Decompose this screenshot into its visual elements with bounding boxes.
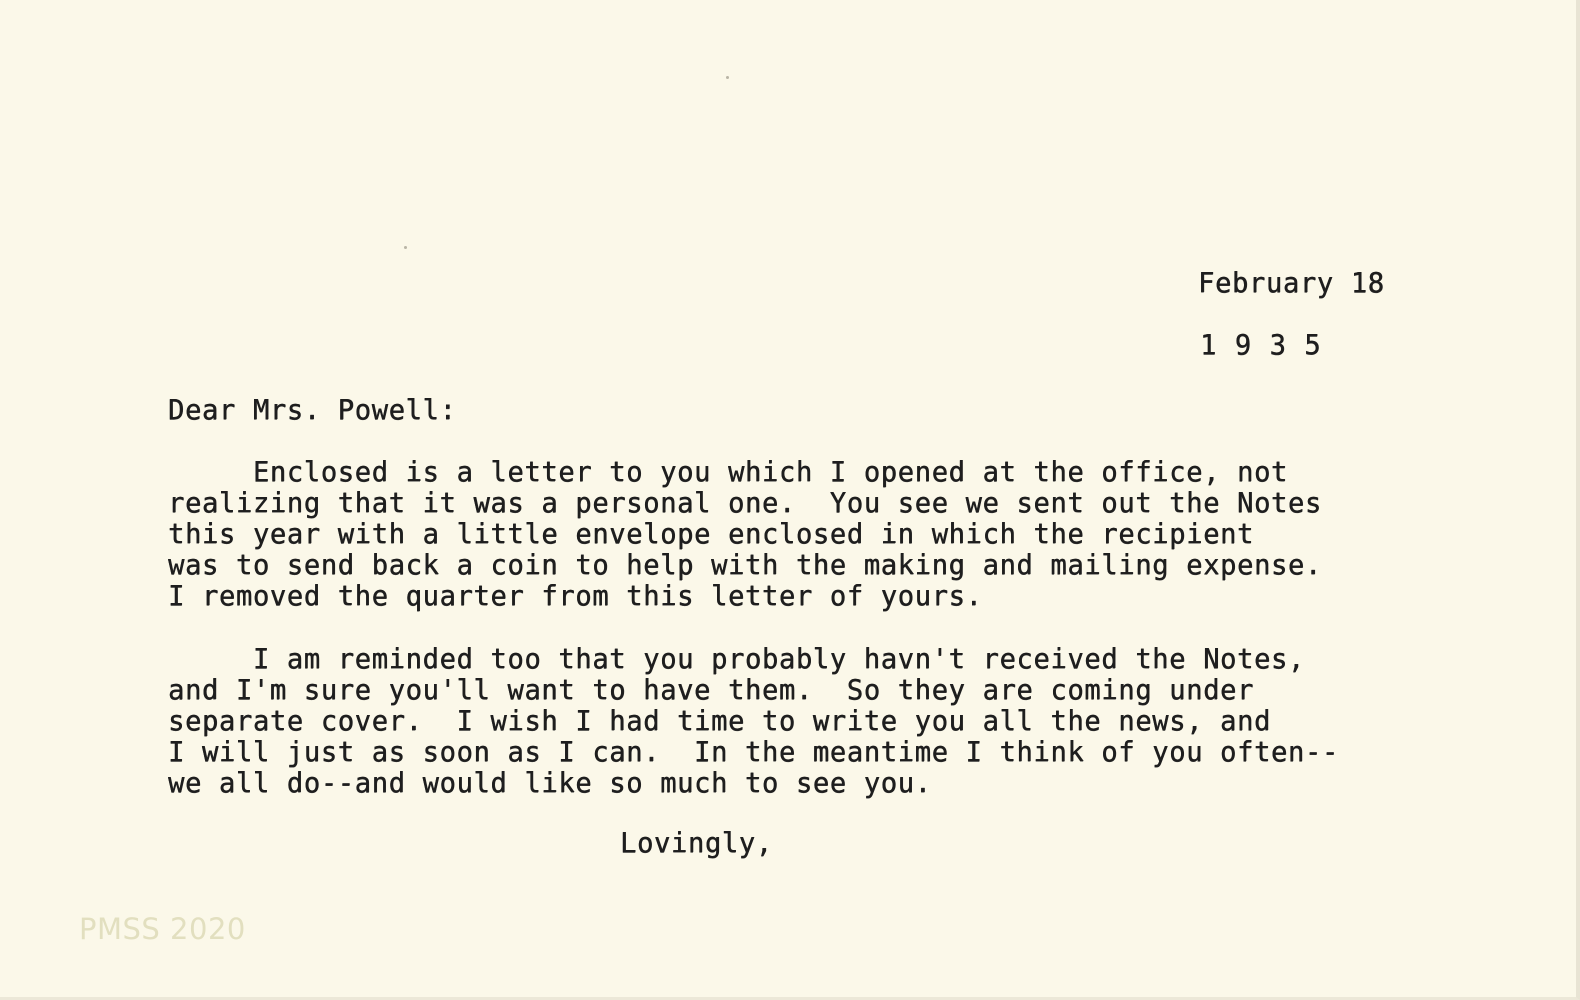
letter-paragraph-2: I am reminded too that you probably havn't received the Notes, and I'm sure you'll want to have them. So they are coming under separate cover. I wish I had time to write you all the news, and I will just as soon as I can. In the meantime I think of you often-- we all do--and would like so much to see you. <box>168 644 1339 799</box>
letter-salutation: Dear Mrs. Powell: <box>168 395 457 426</box>
letter-date: February 18 <box>1198 268 1385 299</box>
letter-closing: Lovingly, <box>620 828 773 859</box>
archive-watermark: PMSS 2020 <box>79 912 246 946</box>
paper-speck <box>404 246 407 249</box>
letter-year: 1 9 3 5 <box>1200 330 1322 361</box>
paper-speck <box>726 76 729 79</box>
letter-paragraph-1: Enclosed is a letter to you which I opened at the office, not realizing that it was a personal one. You see we sent out the Notes this year with a little envelope enclosed in which the recipient was to send back a coin to help with the making and mailing expense. I removed the quarter from this letter of yours. <box>168 457 1322 612</box>
